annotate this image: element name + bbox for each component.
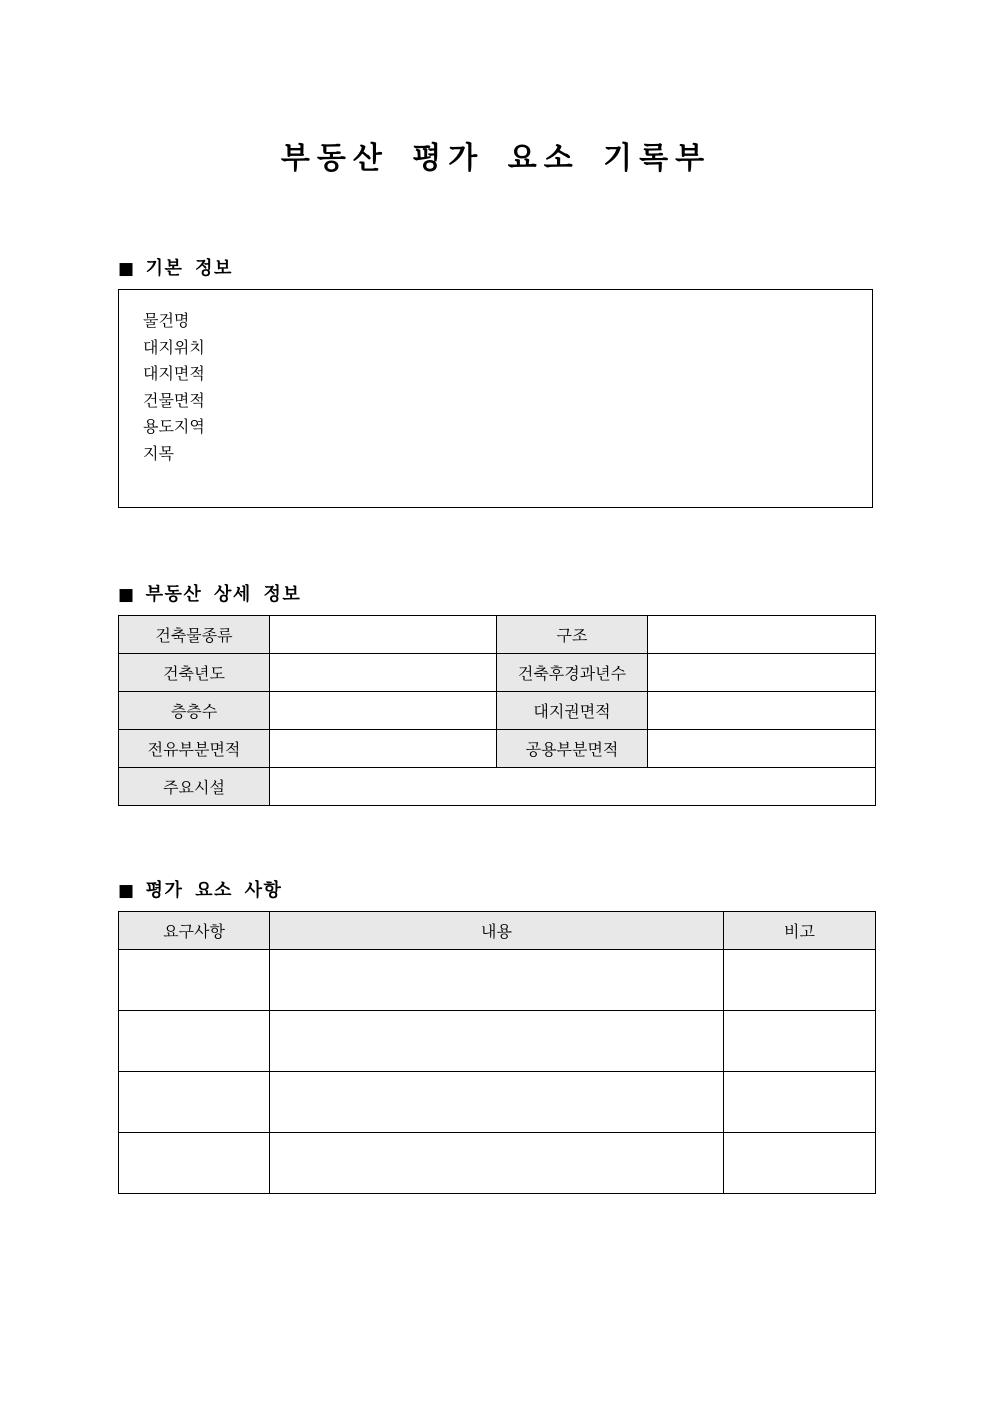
square-bullet-icon: ■ [118,585,136,605]
value-land-right-area[interactable] [648,692,876,730]
detail-info-heading-text: 부동산 상세 정보 [145,584,302,605]
cell-requirement[interactable] [119,1072,270,1133]
value-construction-year[interactable] [270,654,497,692]
field-land-area: 대지면적 [143,364,205,384]
detail-info-heading [118,580,301,606]
cell-requirement[interactable] [119,950,270,1011]
table-row [119,1133,876,1194]
table-row [119,730,876,768]
cell-content[interactable] [270,1011,724,1072]
square-bullet-icon: ■ [118,881,136,901]
table-row [119,1011,876,1072]
value-structure[interactable] [648,616,876,654]
cell-content[interactable] [270,950,724,1011]
value-common-area[interactable] [648,730,876,768]
field-land-category: 지목 [143,443,174,463]
detail-info-table [118,615,876,806]
cell-requirement[interactable] [119,1011,270,1072]
table-header-row [119,912,876,950]
value-floor-count[interactable] [270,692,497,730]
label-construction-year: 건축년도 [119,654,270,692]
table-row [119,768,876,806]
value-exclusive-area[interactable] [270,730,497,768]
cell-content[interactable] [270,1133,724,1194]
basic-info-heading-text: 기본 정보 [145,258,233,279]
basic-info-heading [118,254,233,280]
evaluation-heading [118,876,282,902]
column-header-requirement: 요구사항 [119,912,270,950]
label-common-area: 공용부분면적 [497,730,648,768]
label-exclusive-area: 전유부분면적 [119,730,270,768]
table-row [119,654,876,692]
cell-requirement[interactable] [119,1133,270,1194]
basic-info-box [118,289,873,508]
evaluation-table [118,911,876,1194]
column-header-content: 내용 [270,912,724,950]
field-land-location: 대지위치 [143,337,205,357]
table-row [119,692,876,730]
table-row [119,1072,876,1133]
cell-remarks[interactable] [724,950,876,1011]
field-zoning: 용도지역 [143,417,205,437]
column-header-remarks: 비고 [724,912,876,950]
table-row [119,950,876,1011]
field-property-name: 물건명 [143,311,190,330]
label-land-right-area: 대지권면적 [497,692,648,730]
label-floor-count: 층층수 [119,692,270,730]
field-building-area: 건물면적 [143,390,205,410]
cell-remarks[interactable] [724,1133,876,1194]
label-main-facilities: 주요시설 [119,768,270,806]
page-title: 부동산 평가 요소 기록부 [280,141,712,176]
label-structure: 구조 [497,616,648,654]
square-bullet-icon: ■ [118,259,136,279]
label-building-type: 건축물종류 [119,616,270,654]
value-years-elapsed[interactable] [648,654,876,692]
value-main-facilities[interactable] [270,768,876,806]
value-building-type[interactable] [270,616,497,654]
label-years-elapsed: 건축후경과년수 [497,654,648,692]
cell-remarks[interactable] [724,1011,876,1072]
cell-content[interactable] [270,1072,724,1133]
cell-remarks[interactable] [724,1072,876,1133]
table-row [119,616,876,654]
evaluation-heading-text: 평가 요소 사항 [145,880,283,901]
